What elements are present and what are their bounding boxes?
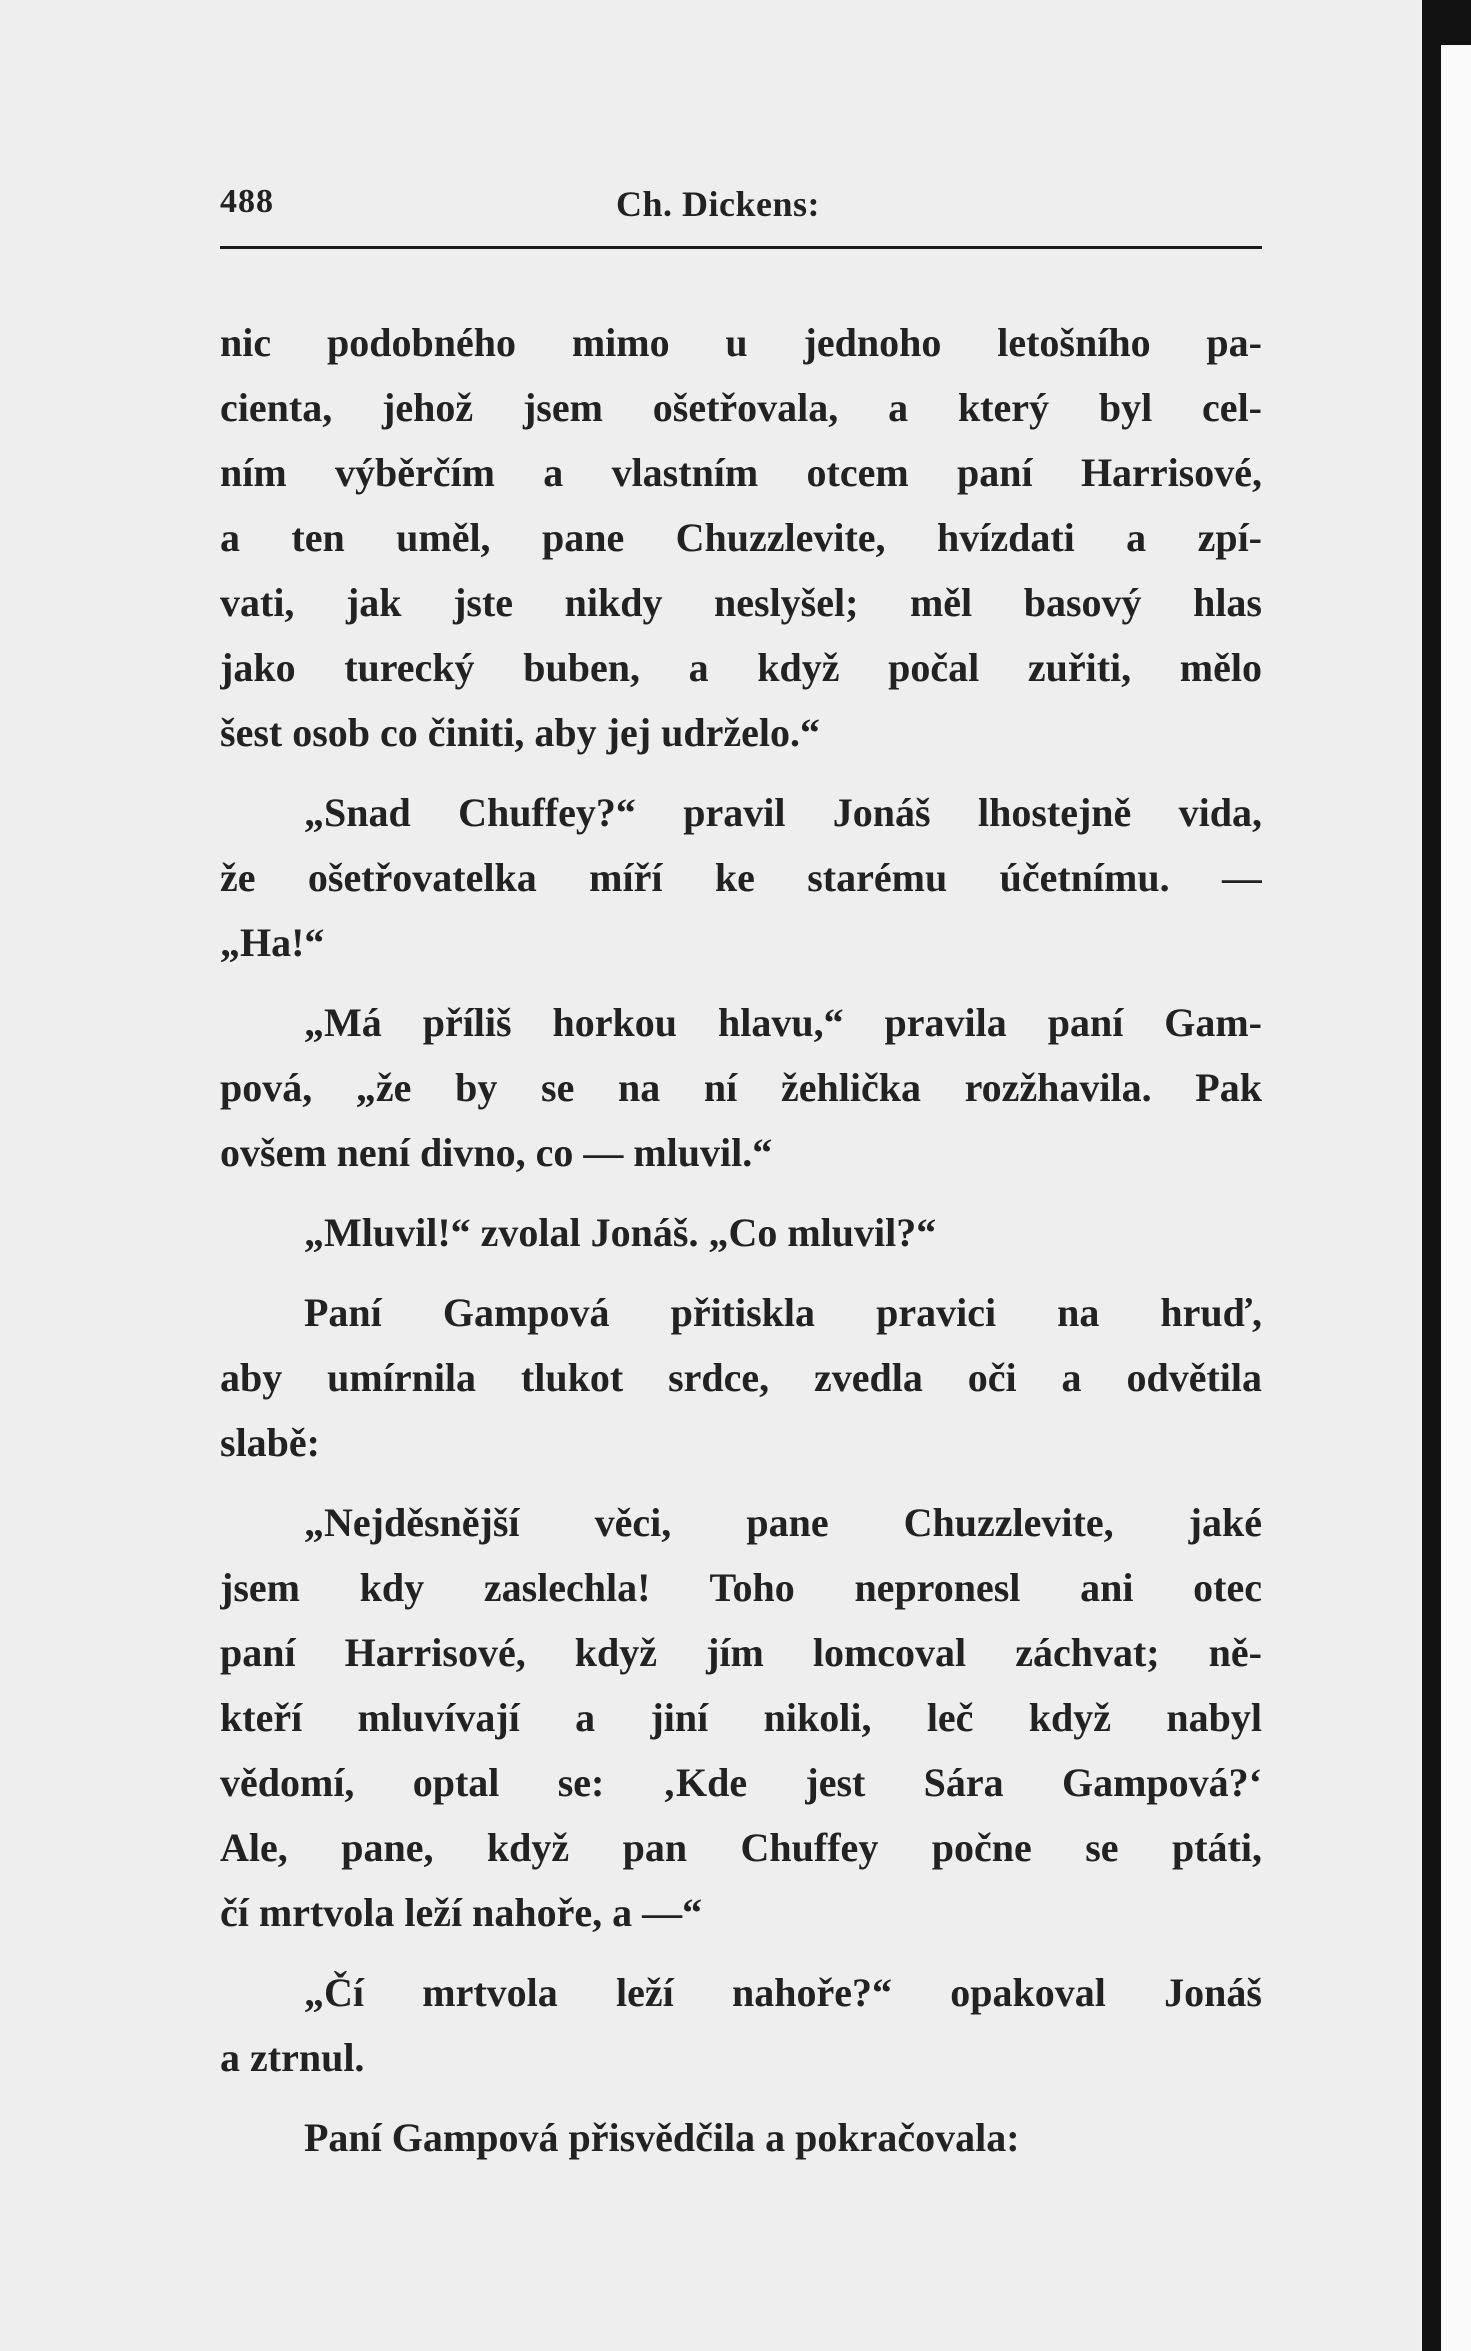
scan-white-margin bbox=[1441, 45, 1471, 2351]
text-line: „Nejděsnější věci, pane Chuzzlevite, jaké bbox=[304, 1500, 1262, 1545]
text-line: „Mluvil!“ zvolal Jonáš. „Co mluvil?“ bbox=[304, 1210, 937, 1255]
running-title: Ch. Dickens: bbox=[616, 184, 821, 224]
text-line: šest osob co činiti, aby jej udrželo.“ bbox=[220, 710, 820, 755]
text-line: čí mrtvola leží nahoře, a —“ bbox=[220, 1890, 703, 1935]
text-line: pová, „že by se na ní žehlička rozžhavila. Pak bbox=[220, 1065, 1262, 1110]
text-line: aby umírnila tlukot srdce, zvedla oči a odvětila bbox=[220, 1355, 1262, 1400]
text-line: Paní Gampová přitiskla pravici na hruď, bbox=[304, 1290, 1262, 1335]
text-line: „Ha!“ bbox=[220, 920, 325, 965]
page-number: 488 bbox=[220, 183, 274, 220]
text-line: cienta, jehož jsem ošetřovala, a který byl cel- bbox=[220, 385, 1262, 430]
text-line: že ošetřovatelka míří ke starému účetnímu. — bbox=[220, 855, 1262, 900]
text-line: „Snad Chuffey?“ pravil Jonáš lhostejně vida, bbox=[304, 790, 1262, 835]
text-line: „Má příliš horkou hlavu,“ pravila paní Gam- bbox=[304, 1000, 1262, 1045]
text-line: vědomí, optal se: ‚Kde jest Sára Gampová?‘ bbox=[220, 1760, 1262, 1805]
text-line: „Čí mrtvola leží nahoře?“ opakoval Jonáš bbox=[304, 1970, 1262, 2015]
text-line: ním výběrčím a vlastním otcem paní Harrisové, bbox=[220, 450, 1262, 495]
text-line: slabě: bbox=[220, 1420, 320, 1465]
text-line: jako turecký buben, a když počal zuřiti, mělo bbox=[220, 645, 1262, 690]
text-line: kteří mluvívají a jiní nikoli, leč když nabyl bbox=[220, 1695, 1262, 1740]
text-line: a ztrnul. bbox=[220, 2035, 365, 2080]
text-line: vati, jak jste nikdy neslyšel; měl basový hlas bbox=[220, 580, 1262, 625]
header-rule bbox=[220, 246, 1262, 249]
text-line: a ten uměl, pane Chuzzlevite, hvízdati a zpí- bbox=[220, 515, 1262, 560]
body-text bbox=[220, 310, 1262, 2170]
text-line: ovšem není divno, co — mluvil.“ bbox=[220, 1130, 773, 1175]
text-line: nic podobného mimo u jednoho letošního pa- bbox=[220, 320, 1262, 365]
text-line: Ale, pane, když pan Chuffey počne se ptáti, bbox=[220, 1825, 1262, 1870]
text-line: paní Harrisové, když jím lomcoval záchvat; ně- bbox=[220, 1630, 1262, 1675]
text-line: jsem kdy zaslechla! Toho nepronesl ani otec bbox=[220, 1565, 1262, 1610]
text-line: Paní Gampová přisvědčila a pokračovala: bbox=[304, 2115, 1020, 2160]
page-header bbox=[220, 183, 1262, 231]
